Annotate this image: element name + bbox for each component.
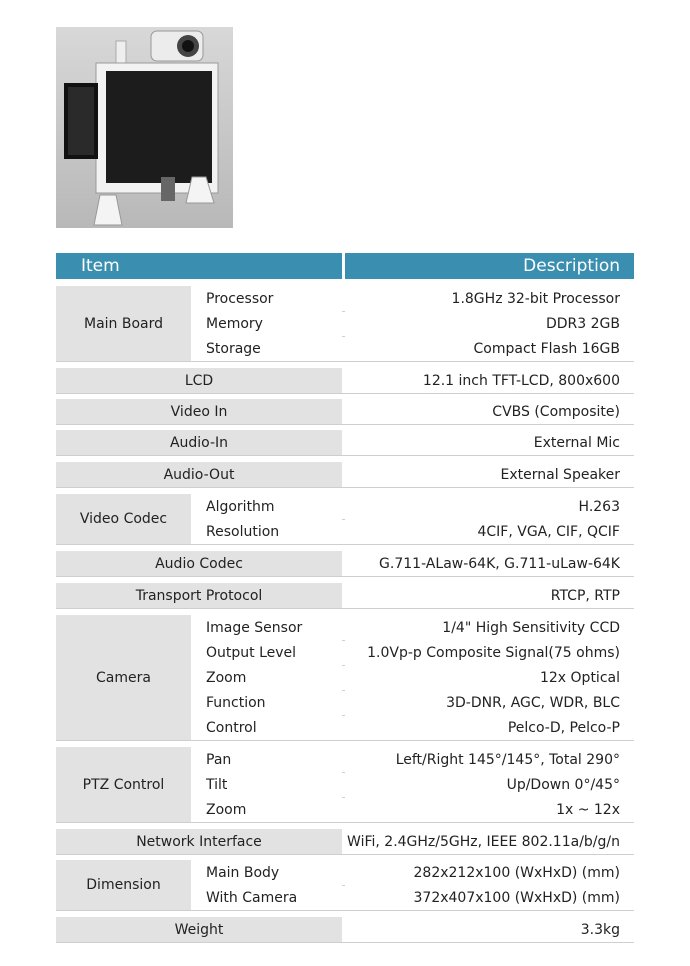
sub-memory: Memory <box>191 311 342 336</box>
divider <box>56 544 634 545</box>
divider <box>56 740 634 741</box>
header-item: Item <box>56 253 342 279</box>
header-description: Description <box>345 253 634 279</box>
category-audio-codec: Audio Codec <box>56 551 342 576</box>
category-audio-in: Audio-In <box>56 430 342 455</box>
value-transport-protocol: RTCP, RTP <box>345 583 634 608</box>
category-camera: Camera <box>56 615 191 740</box>
product-photo <box>56 27 233 228</box>
sub-image-sensor: Image Sensor <box>191 615 342 640</box>
value-function: 3D-DNR, AGC, WDR, BLC <box>345 690 634 715</box>
category-video-in: Video In <box>56 399 342 424</box>
category-weight: Weight <box>56 917 342 942</box>
value-weight: 3.3kg <box>345 917 634 942</box>
divider <box>56 576 634 577</box>
value-audio-out: External Speaker <box>345 462 634 487</box>
category-main-board: Main Board <box>56 286 191 361</box>
value-camera-zoom: 12x Optical <box>345 665 634 690</box>
value-memory: DDR3 2GB <box>345 311 634 336</box>
sub-resolution: Resolution <box>191 519 342 544</box>
divider <box>56 487 634 488</box>
value-main-body: 282x212x100 (WxHxD) (mm) <box>345 860 634 885</box>
value-resolution: 4CIF, VGA, CIF, QCIF <box>345 519 634 544</box>
value-ptz-zoom: 1x ~ 12x <box>345 797 634 822</box>
divider <box>56 393 634 394</box>
value-with-camera: 372x407x100 (WxHxD) (mm) <box>345 885 634 910</box>
sub-pan: Pan <box>191 747 342 772</box>
value-algorithm: H.263 <box>345 494 634 519</box>
category-ptz-control: PTZ Control <box>56 747 191 822</box>
divider <box>56 822 634 823</box>
divider <box>56 455 634 456</box>
divider <box>56 424 634 425</box>
divider <box>56 361 634 362</box>
sub-camera-zoom: Zoom <box>191 665 342 690</box>
sub-storage: Storage <box>191 336 342 361</box>
value-output-level: 1.0Vp-p Composite Signal(75 ohms) <box>345 640 634 665</box>
divider <box>56 608 634 609</box>
value-lcd: 12.1 inch TFT-LCD, 800x600 <box>345 368 634 393</box>
sub-main-body: Main Body <box>191 860 342 885</box>
category-lcd: LCD <box>56 368 342 393</box>
value-pan: Left/Right 145°/145°, Total 290° <box>345 747 634 772</box>
value-audio-in: External Mic <box>345 430 634 455</box>
value-tilt: Up/Down 0°/45° <box>345 772 634 797</box>
sub-processor: Processor <box>191 286 342 311</box>
sub-output-level: Output Level <box>191 640 342 665</box>
value-control: Pelco-D, Pelco-P <box>345 715 634 740</box>
sub-control: Control <box>191 715 342 740</box>
sub-algorithm: Algorithm <box>191 494 342 519</box>
category-audio-out: Audio-Out <box>56 462 342 487</box>
category-transport-protocol: Transport Protocol <box>56 583 342 608</box>
value-image-sensor: 1/4" High Sensitivity CCD <box>345 615 634 640</box>
category-dimension: Dimension <box>56 860 191 910</box>
sub-function: Function <box>191 690 342 715</box>
value-audio-codec: G.711-ALaw-64K, G.711-uLaw-64K <box>345 551 634 576</box>
sub-ptz-zoom: Zoom <box>191 797 342 822</box>
category-network-interface: Network Interface <box>56 829 342 854</box>
value-processor: 1.8GHz 32-bit Processor <box>345 286 634 311</box>
sub-tilt: Tilt <box>191 772 342 797</box>
category-video-codec: Video Codec <box>56 494 191 544</box>
value-storage: Compact Flash 16GB <box>345 336 634 361</box>
divider <box>56 910 634 911</box>
value-network-interface: WiFi, 2.4GHz/5GHz, IEEE 802.11a/b/g/n <box>345 829 634 854</box>
value-video-in: CVBS (Composite) <box>345 399 634 424</box>
divider <box>56 942 634 943</box>
sub-with-camera: With Camera <box>191 885 342 910</box>
divider <box>56 854 634 855</box>
